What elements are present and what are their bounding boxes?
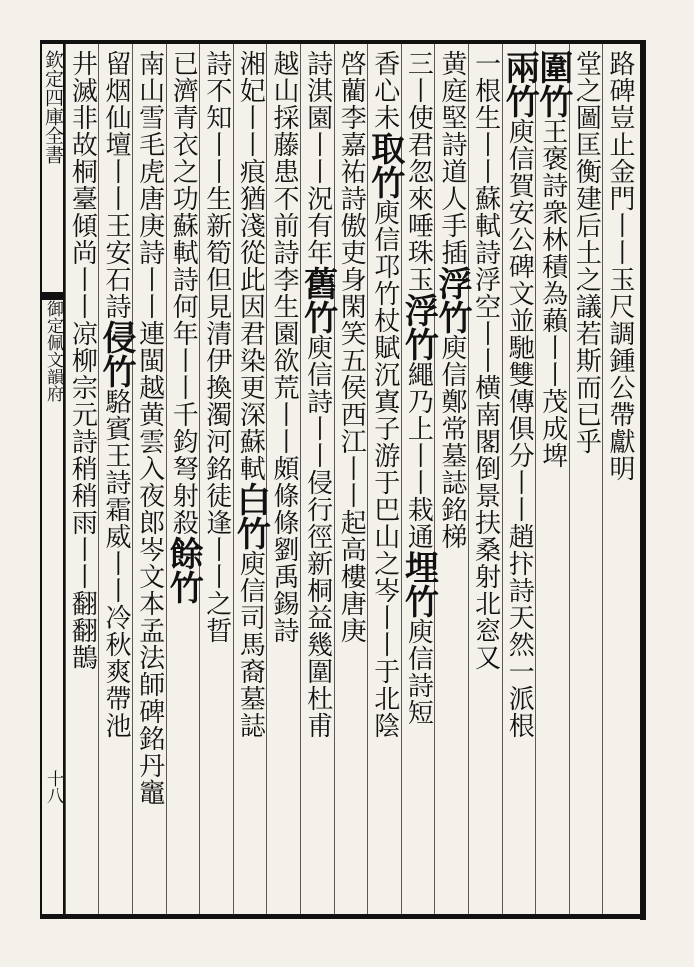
column-text: 南山雪毛虎唐庚詩丨丨連閩越黄雲入夜郎 bbox=[134, 50, 165, 536]
column-text: 詩淇園丨丨況有年 bbox=[302, 50, 333, 266]
text-column bbox=[95, 50, 136, 910]
margin-subtitle: 御定佩文韻府 bbox=[43, 300, 63, 402]
text-column bbox=[364, 50, 405, 910]
text-column bbox=[297, 50, 338, 910]
column-text: 路碑豈止金門丨丨玉尺調鍾公帶獻明 bbox=[604, 50, 635, 482]
headword: 圍竹 bbox=[532, 50, 573, 118]
text-column bbox=[230, 50, 271, 910]
text-column bbox=[469, 50, 501, 910]
headword: 取竹 bbox=[364, 131, 405, 199]
column-text: 庾信詩短 bbox=[403, 618, 434, 726]
column-text: 詩李生園欲荒丨丨頗條條劉禹錫詩 bbox=[268, 239, 299, 644]
column-text: 留烟仙壇丨丨王安石詩 bbox=[100, 50, 131, 320]
text-column bbox=[398, 50, 439, 910]
column-text: 銘徒逢丨丨之晢 bbox=[201, 455, 232, 644]
headword: 舊竹 bbox=[297, 266, 338, 334]
column-text: 庾信詩丨丨侵行徑新桐益幾圍杜甫 bbox=[302, 334, 333, 739]
text-column bbox=[603, 50, 635, 910]
column-text: 香心未 bbox=[369, 50, 400, 131]
headword: 兩竹 bbox=[499, 50, 540, 118]
text-column bbox=[66, 50, 98, 910]
column-text: 已濟青衣之功蘇軾詩何年丨丨千鈞弩射殺 bbox=[168, 50, 199, 536]
margin-title: 欽定四庫全書 bbox=[42, 50, 64, 164]
text-column bbox=[532, 50, 573, 910]
text-column bbox=[499, 50, 540, 910]
column-text: 李嘉祐詩傲吏身閑笑五侯西江丨丨起高樓唐庚 bbox=[336, 104, 367, 644]
column-text: 堂之圖匡衡建后土之議若斯而已乎 bbox=[571, 50, 602, 455]
text-column bbox=[431, 50, 472, 910]
frame-top-border bbox=[40, 40, 646, 44]
column-text: 三丨使君忽來唾珠玉 bbox=[403, 50, 434, 293]
headword: 餘竹 bbox=[163, 536, 204, 604]
column-text: 庾信鄭常墓誌銘梯 bbox=[436, 334, 467, 550]
column-text: 岑文本孟法師碑銘丹竈 bbox=[134, 536, 165, 806]
headword: 浮竹 bbox=[431, 266, 472, 334]
column-text: 啓藺 bbox=[336, 50, 367, 104]
headword: 埋竹 bbox=[398, 550, 439, 618]
column-text: 庾信司馬裔墓誌 bbox=[235, 550, 266, 739]
column-text: 凉柳宗元詩稍稍雨丨丨翻翻鵲 bbox=[67, 320, 98, 671]
frame-right-border bbox=[640, 40, 646, 920]
text-column bbox=[267, 50, 299, 910]
text-column bbox=[163, 50, 204, 910]
fish-tail-mark bbox=[42, 292, 64, 300]
text-column bbox=[335, 50, 367, 910]
text-column bbox=[570, 50, 602, 910]
headword: 白竹 bbox=[230, 482, 271, 550]
column-text: 黄庭堅詩道人手插 bbox=[436, 50, 467, 266]
text-column bbox=[200, 50, 232, 910]
column-text: 越山採藤患不前 bbox=[268, 50, 299, 239]
column-text: 湘妃丨丨痕猶淺從此因君染更深蘇軾 bbox=[235, 50, 266, 482]
headword: 侵竹 bbox=[95, 320, 136, 388]
column-text: 繩乃上丨丨栽通 bbox=[403, 361, 434, 550]
column-text: 駱賓王詩霜威丨丨冷秋爽帶池 bbox=[100, 388, 131, 739]
column-text: 王褒詩衆林積為藾丨丨茂成埤 bbox=[537, 118, 568, 469]
page-number: 十八 bbox=[43, 770, 63, 804]
frame-bottom-border bbox=[40, 914, 646, 919]
column-text: 庾信賀安公碑文並馳雙傳俱分丨丨趙抃詩天然一派根 bbox=[504, 118, 535, 739]
headword: 浮竹 bbox=[398, 293, 439, 361]
column-text: 庾信邛竹杖賦沉寘子游于巴山之岑丨丨于北陰 bbox=[369, 199, 400, 739]
column-text: 井滅非故桐臺傾尚丨丨 bbox=[67, 50, 98, 320]
column-text: 詩不知丨丨生新筍但見清伊換濁河 bbox=[201, 50, 232, 455]
column-text: 一根生丨丨蘇軾詩浮空丨丨横南閣倒景扶桑射北窓又 bbox=[470, 50, 501, 671]
text-column bbox=[133, 50, 165, 910]
